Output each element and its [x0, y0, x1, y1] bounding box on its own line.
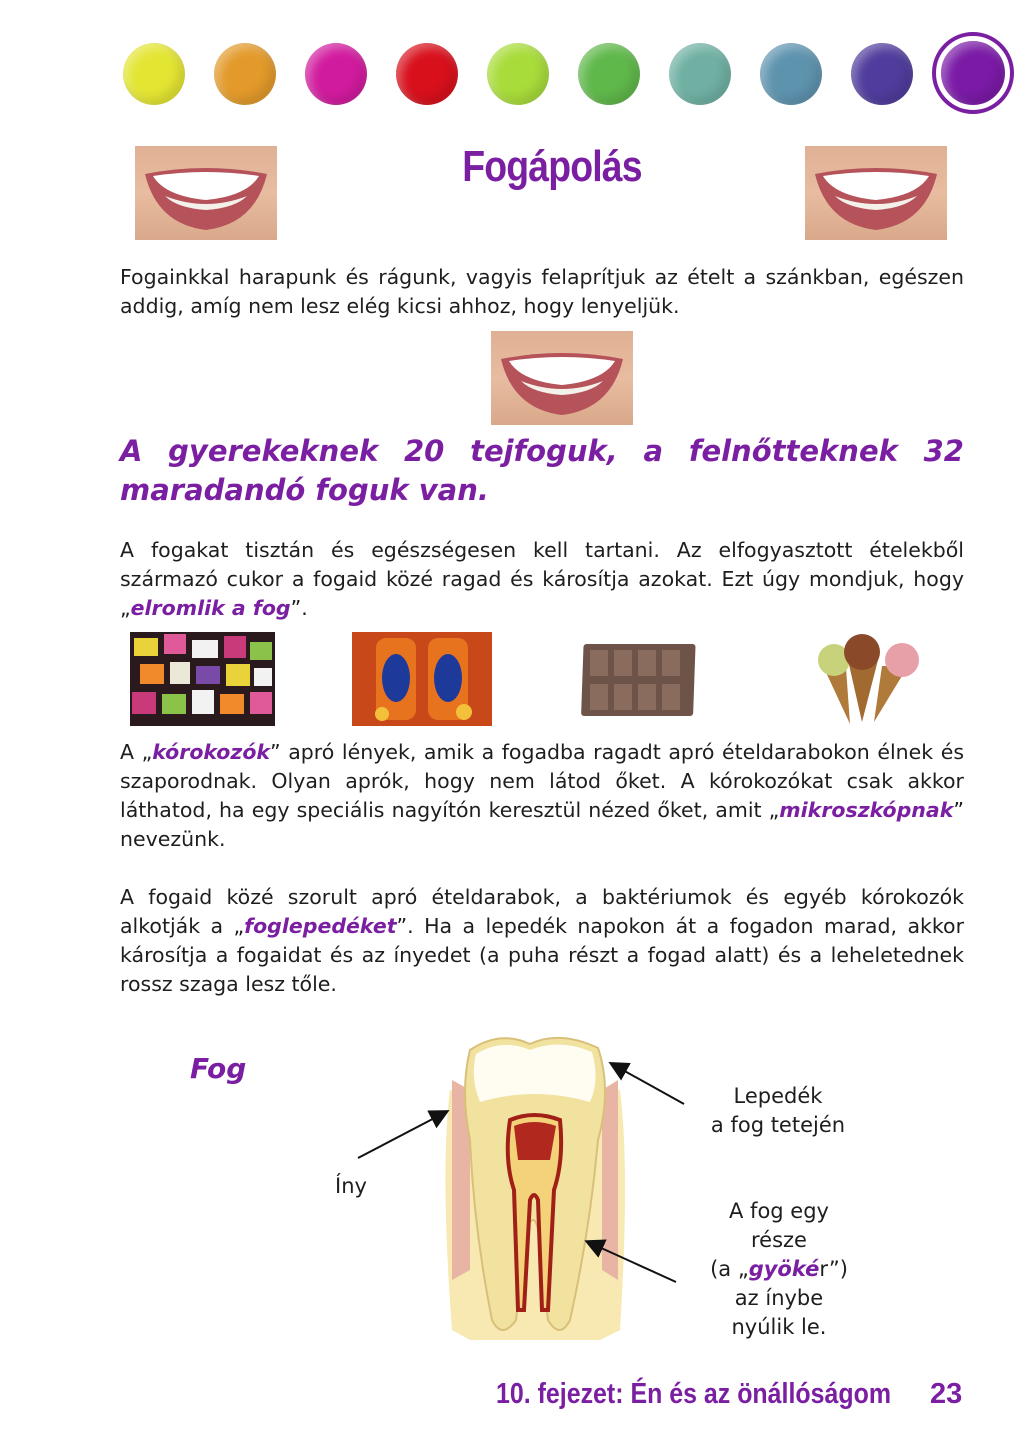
- highlight-term: elromlik a fog: [130, 596, 291, 620]
- highlight-term: kórokozók: [152, 740, 271, 764]
- label-line: a fog tetején: [710, 1113, 846, 1137]
- chapter-title-footer: 10. fejezet: Én és az önállóságom: [496, 1378, 892, 1410]
- text-span: ” nevezünk.: [120, 798, 964, 851]
- text-span: r”): [819, 1257, 848, 1281]
- label-line: Lepedék: [733, 1084, 823, 1108]
- cleaning-paragraph: [120, 536, 964, 623]
- page-title: Fogápolás: [462, 142, 642, 191]
- text-span: (a „: [710, 1257, 749, 1281]
- color-dot: [760, 43, 822, 105]
- text-span: A fogakat tisztán és egészségesen kell tartani. Az elfogyasztott ételekből származó cukor a fogaid közé ragad és károsítja azokat. Ezt úgy mondjuk, hogy „: [120, 538, 964, 620]
- color-dot-highlighted: [936, 36, 1010, 110]
- color-dot: [214, 43, 276, 105]
- color-dot: [851, 43, 913, 105]
- highlight-term: mikroszkópnak: [779, 798, 954, 822]
- intro-paragraph: Fogainkkal harapunk és rágunk, vagyis felaprítjuk az ételt a szánkban, egészen addig, amíg nem lesz elég kicsi ahhoz, hogy lenyeljük.: [120, 265, 964, 318]
- text-span: ” apró lények, amik a fogadba ragadt apró ételdarabokon élnek és szaporodnak. Olyan aprók, hogy nem látod őket. A kórokozókat csak akkor láthatod, ha egy speciális nagyítón keresztül nézed őket, amit „: [120, 740, 964, 822]
- label-line: A fog egy: [729, 1199, 829, 1223]
- page-number: 23: [930, 1378, 963, 1410]
- label-line: [700, 1255, 858, 1284]
- ice-cream-photo: [804, 632, 926, 726]
- color-dot: [305, 43, 367, 105]
- label-line: az ínybe: [734, 1286, 824, 1310]
- label-line: nyúlik le.: [731, 1315, 827, 1339]
- diagram-title: Fog: [190, 1052, 247, 1085]
- text-span: A „: [120, 740, 153, 764]
- label-plaque: [700, 1082, 856, 1140]
- highlight-term: foglepedéket: [244, 914, 397, 938]
- highlight-term: gyöké: [748, 1257, 820, 1281]
- tooth-cross-section-illustration: [430, 1030, 640, 1350]
- label-gum: Íny: [335, 1174, 367, 1198]
- text-span: A fogaid közé szorult apró ételdarabok, a baktériumok és egyéb kórokozók alkotják a „: [120, 885, 964, 938]
- text-span: ”.: [290, 596, 308, 620]
- color-dot: [487, 43, 549, 105]
- licorice-candy-photo: [130, 632, 275, 726]
- label-line: része: [751, 1228, 807, 1252]
- chocolate-bar-photo: [576, 632, 700, 726]
- color-dot: [578, 43, 640, 105]
- teeth-count-headline: A gyerekeknek 20 tejfoguk, a felnőtteknek 32 maradandó foguk van.: [120, 434, 964, 507]
- label-root: [700, 1197, 858, 1342]
- color-dot: [123, 43, 185, 105]
- color-dot: [669, 43, 731, 105]
- color-dots-row: [120, 40, 1010, 110]
- soda-cans-photo: [352, 632, 492, 726]
- smile-photo-center: [491, 331, 633, 425]
- plaque-paragraph: [120, 883, 964, 999]
- color-dot: [396, 43, 458, 105]
- germs-paragraph: [120, 738, 964, 854]
- text-span: ”. Ha a lepedék napokon át a fogadon marad, akkor károsítja a fogaidat és az ínyedet (a puha részt a fogad alatt) és a leheletednek rossz szaga lesz tőle.: [120, 914, 964, 996]
